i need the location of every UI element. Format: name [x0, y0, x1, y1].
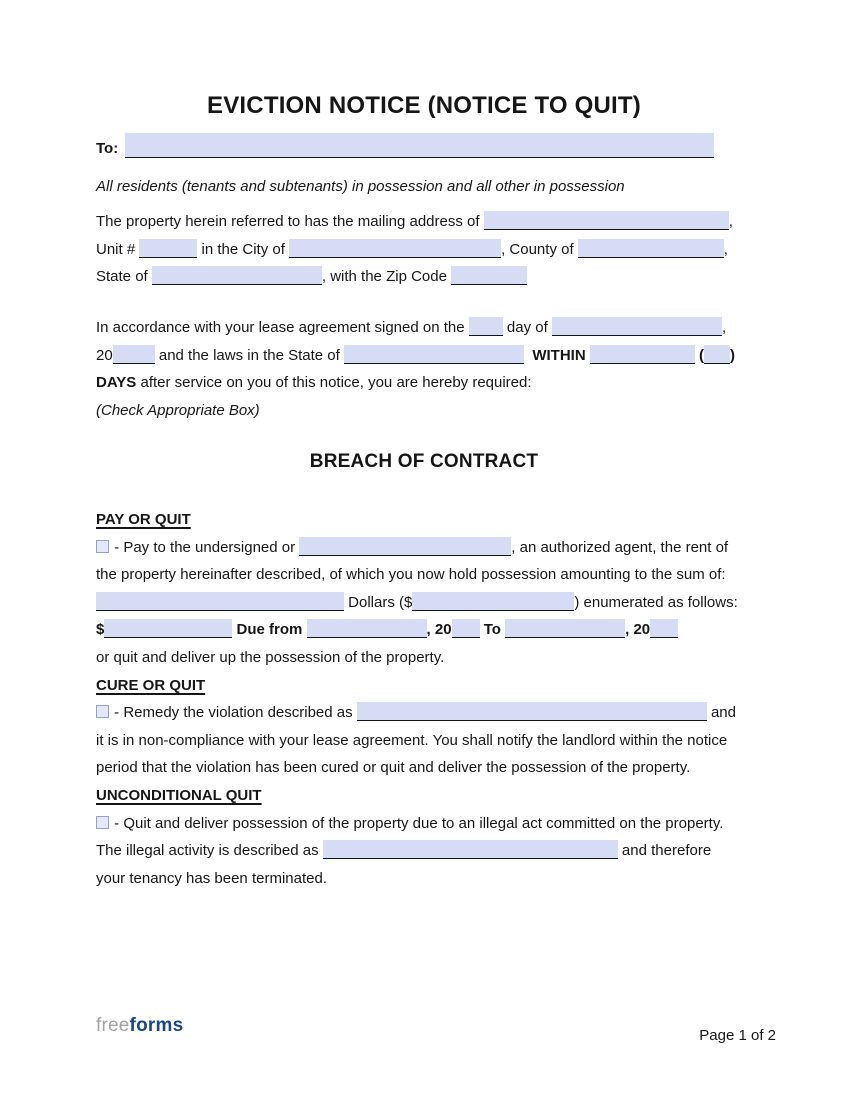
text-segment: Due from — [232, 621, 307, 639]
text-line — [96, 561, 764, 589]
form-field[interactable] — [484, 211, 729, 230]
section-heading: UNCONDITIONAL QUIT — [96, 786, 262, 804]
text-line — [96, 782, 764, 810]
text-line — [96, 589, 764, 617]
text-line — [96, 342, 764, 370]
text-segment: , — [728, 213, 733, 230]
to-label: To: — [96, 140, 119, 157]
lease-paragraph — [96, 314, 764, 424]
text-segment: after service on you of this notice, you are hereby required: — [136, 374, 532, 391]
form-field[interactable] — [451, 266, 527, 285]
page-indicator: Page 1 of 2 — [699, 1027, 776, 1044]
text-line — [96, 727, 764, 755]
form-field[interactable] — [96, 592, 344, 611]
text-segment: the property hereinafter described, of which you now hold possession amounting to the sum of: — [96, 566, 726, 584]
text-segment: it is in non-compliance with your lease agreement. You shall notify the landlord within the notice — [96, 731, 728, 749]
text-segment: , an authorized agent, the rent of — [511, 538, 729, 556]
form-field[interactable] — [344, 345, 524, 364]
form-field[interactable] — [452, 619, 480, 638]
logo-free-text: free — [96, 1015, 130, 1036]
breach-options-section — [96, 506, 764, 892]
text-segment: , 20 — [426, 621, 452, 639]
form-field[interactable] — [113, 345, 155, 364]
checkbox[interactable] — [96, 816, 109, 829]
text-segment: period that the violation has been cured or quit and deliver the possession of the property. — [96, 759, 691, 777]
text-line — [96, 810, 764, 838]
text-segment: Dollars ($ — [344, 593, 413, 611]
text-line — [96, 865, 764, 893]
address-paragraph — [96, 208, 764, 291]
form-field[interactable] — [590, 345, 695, 364]
text-segment: and — [706, 704, 736, 722]
form-field[interactable] — [357, 702, 707, 721]
text-line — [96, 616, 764, 644]
to-recipient-field[interactable] — [125, 133, 714, 158]
freeforms-logo — [96, 1015, 183, 1037]
form-field[interactable] — [299, 537, 511, 556]
text-line — [96, 369, 764, 397]
form-field[interactable] — [323, 840, 618, 859]
text-segment: ( — [694, 346, 704, 364]
text-line — [96, 314, 764, 342]
text-segment: ) — [730, 346, 735, 364]
text-segment: day of — [502, 319, 552, 336]
form-field[interactable] — [307, 619, 427, 638]
logo-forms-text: forms — [129, 1015, 184, 1036]
checkbox[interactable] — [96, 705, 109, 718]
text-line — [96, 263, 764, 291]
text-line — [96, 837, 764, 865]
text-segment: - Remedy the violation described as — [110, 704, 357, 722]
text-line — [96, 236, 764, 264]
form-field[interactable] — [412, 592, 574, 611]
text-line — [96, 644, 764, 672]
text-segment: , with the Zip Code — [321, 268, 452, 285]
text-segment: - Pay to the undersigned or — [110, 538, 300, 556]
text-segment: or quit and deliver up the possession of the property. — [96, 648, 445, 666]
text-segment: In accordance with your lease agreement signed on the — [96, 319, 469, 336]
text-segment: The illegal activity is described as — [96, 842, 323, 860]
text-line — [96, 397, 764, 425]
section-heading: PAY OR QUIT — [96, 511, 191, 528]
text-segment: To — [479, 621, 506, 639]
text-line — [96, 672, 764, 700]
recipients-note: All residents (tenants and subtenants) in possession and all other in possession — [96, 178, 625, 195]
text-segment: and therefore — [617, 842, 712, 860]
text-segment: and the laws in the State of — [154, 346, 344, 364]
text-segment: The property herein referred to has the mailing address of — [96, 213, 484, 230]
text-line — [96, 208, 764, 236]
text-segment: , — [723, 240, 728, 258]
form-field[interactable] — [104, 619, 232, 638]
to-line — [96, 133, 714, 158]
text-line — [96, 754, 764, 782]
form-field[interactable] — [552, 317, 722, 336]
text-segment: your tenancy has been terminated. — [96, 869, 327, 887]
page-title: EVICTION NOTICE (NOTICE TO QUIT) — [207, 92, 641, 119]
text-segment: in the City of — [197, 240, 290, 258]
text-segment: - Quit and deliver possession of the property due to an illegal act committed on the property. — [110, 814, 724, 832]
text-segment: Unit # — [96, 240, 140, 258]
form-field[interactable] — [152, 266, 322, 285]
text-segment: , — [721, 319, 727, 336]
text-segment: , County of — [501, 240, 578, 258]
form-field[interactable] — [139, 239, 197, 258]
breach-of-contract-heading: BREACH OF CONTRACT — [309, 451, 539, 472]
text-segment: ) enumerated as follows: — [574, 593, 738, 611]
form-field[interactable] — [578, 239, 724, 258]
text-line — [96, 699, 764, 727]
text-segment: WITHIN — [532, 346, 586, 364]
text-segment: (Check Appropriate Box) — [96, 401, 260, 419]
form-field[interactable] — [704, 345, 730, 364]
form-field[interactable] — [469, 317, 503, 336]
text-line — [96, 534, 764, 562]
text-segment: DAYS — [96, 374, 137, 391]
text-segment: State of — [96, 268, 152, 285]
text-segment: , 20 — [625, 621, 651, 639]
form-field[interactable] — [289, 239, 501, 258]
form-field[interactable] — [650, 619, 678, 638]
checkbox[interactable] — [96, 540, 109, 553]
text-segment: 20 — [96, 346, 113, 364]
text-line — [96, 506, 764, 534]
section-heading: CURE OR QUIT — [96, 676, 206, 694]
form-field[interactable] — [505, 619, 625, 638]
text-segment: $ — [96, 621, 105, 639]
